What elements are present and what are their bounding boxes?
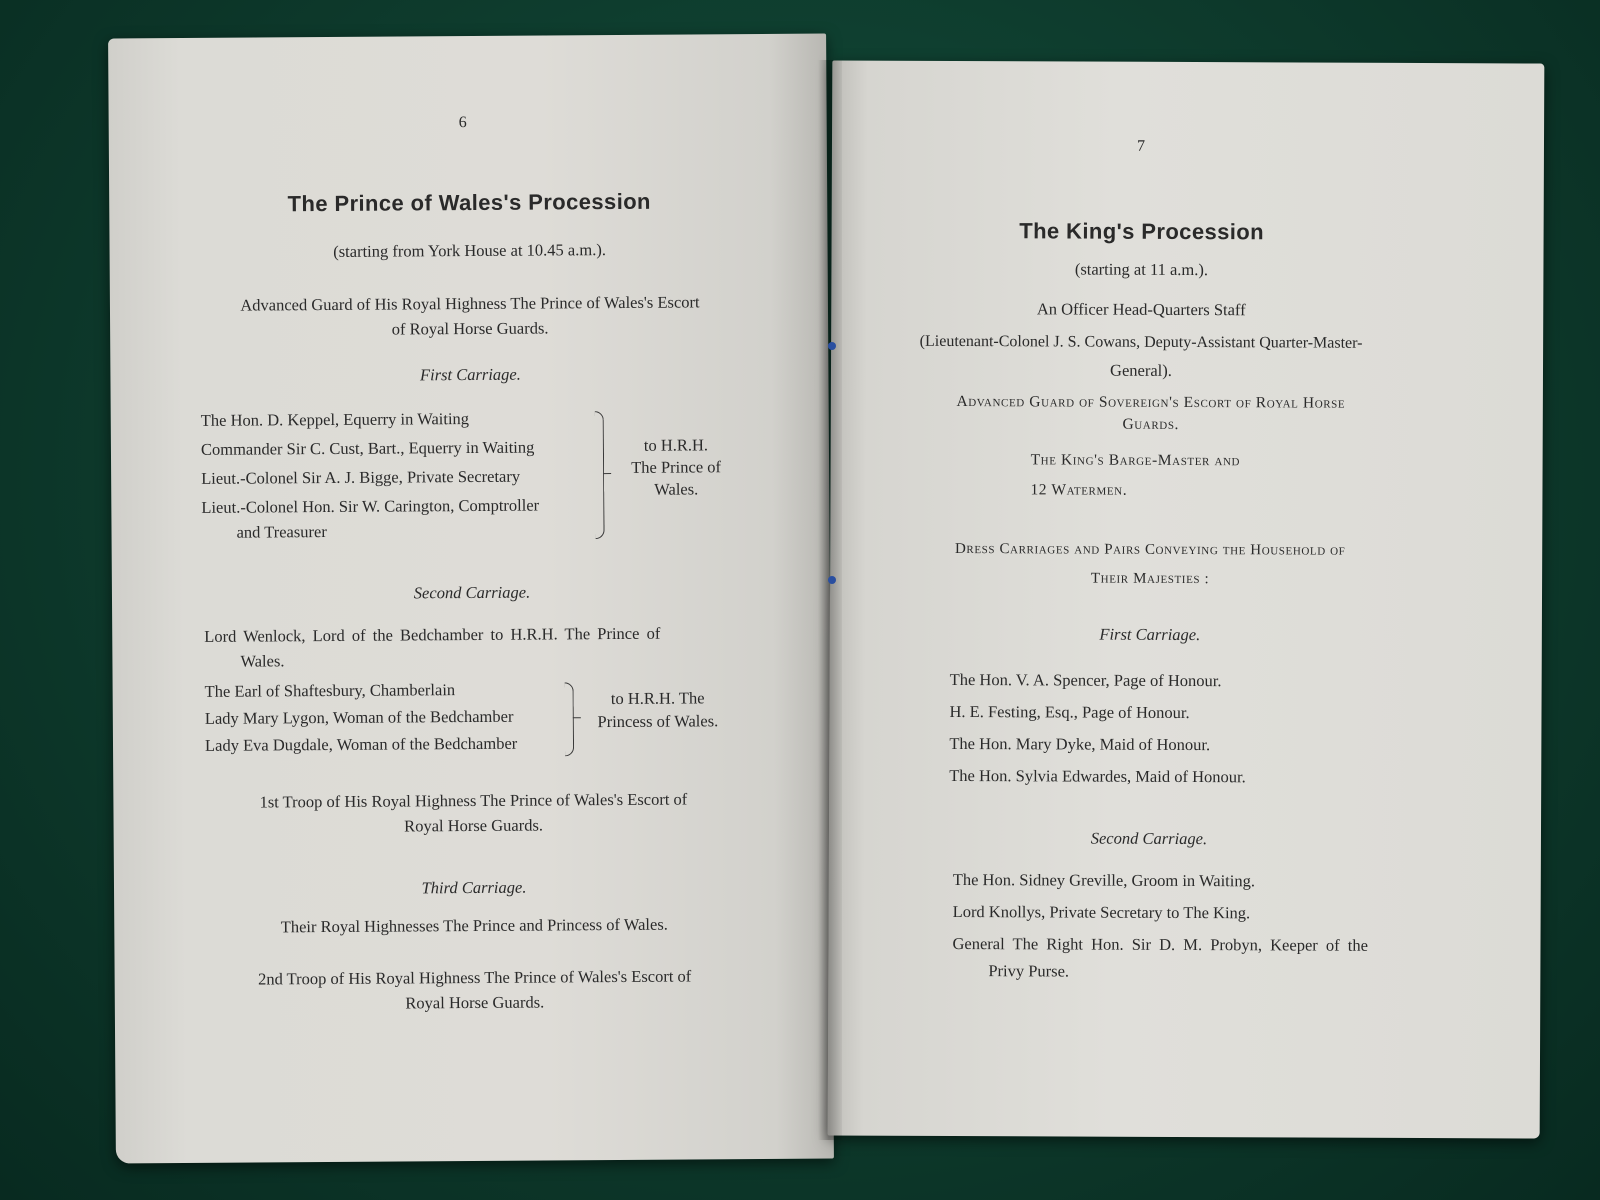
dress-carriages-line: Dress Carriages and Pairs Conveying the Household of xyxy=(954,540,1346,559)
procession-subtitle: (starting at 11 a.m.). xyxy=(1074,259,1209,280)
carriage-heading: Third Carriage. xyxy=(421,877,527,898)
carriage-heading: First Carriage. xyxy=(1099,624,1201,645)
bracket-label: The Prince of xyxy=(631,457,722,477)
brace xyxy=(565,682,575,756)
officer-detail: (Lieutenant-Colonel J. S. Cowans, Deputy-Assistant Quarter-Master- xyxy=(919,332,1363,352)
brace xyxy=(595,411,605,539)
right-page xyxy=(828,60,1545,1138)
dress-carriages-line: Their Majesties : xyxy=(1090,570,1210,588)
carriage-heading: Second Carriage. xyxy=(413,582,531,603)
carriage-lead: Lord Wenlock, Lord of the Bedchamber to H.R.H. The Prince of xyxy=(204,623,661,646)
carriage-member: Lady Mary Lygon, Woman of the Bedchamber xyxy=(204,706,514,728)
advanced-guard-line: of Royal Horse Guards. xyxy=(391,318,549,339)
carriage-member: Lord Knollys, Private Secretary to The King. xyxy=(952,901,1251,923)
bracket-label: Wales. xyxy=(654,479,699,499)
carriage-member: and Treasurer xyxy=(236,522,327,542)
staple xyxy=(828,576,836,584)
advanced-guard-line: Guards. xyxy=(1122,415,1180,433)
carriage-member: The Hon. D. Keppel, Equerry in Waiting xyxy=(200,409,470,430)
carriage-heading: Second Carriage. xyxy=(1090,828,1208,849)
carriage-member: The Hon. Sidney Greville, Groom in Waiting. xyxy=(952,869,1256,891)
carriage-member: Lady Eva Dugdale, Woman of the Bedchamber xyxy=(204,733,518,755)
troop-line: 2nd Troop of His Royal Highness The Prince of Wales's Escort of xyxy=(257,966,692,989)
troop-line: Royal Horse Guards. xyxy=(405,992,545,1013)
procession-subtitle: (starting from York House at 10.45 a.m.). xyxy=(333,240,606,261)
troop-line: 1st Troop of His Royal Highness The Prince of Wales's Escort of xyxy=(259,789,688,812)
carriage-member: The Hon. Sylvia Edwardes, Maid of Honour. xyxy=(949,765,1246,787)
page-title: The King's Procession xyxy=(1019,218,1265,245)
carriage-heading: First Carriage. xyxy=(419,364,521,385)
carriage-member: Their Royal Highnesses The Prince and Princess of Wales. xyxy=(280,914,668,937)
left-page xyxy=(108,34,834,1164)
carriage-member: General The Right Hon. Sir D. M. Probyn, Keeper of the xyxy=(952,933,1369,955)
bracket-label: to H.R.H. The xyxy=(610,688,705,709)
officer-detail: General). xyxy=(1110,360,1172,380)
carriage-member: Privy Purse. xyxy=(988,961,1070,981)
carriage-member: Commander Sir C. Cust, Bart., Equerry in Waiting xyxy=(200,437,535,459)
advanced-guard-line: Advanced Guard of His Royal Highness The Prince of Wales's Escort xyxy=(240,292,700,315)
brace-tip xyxy=(573,717,581,718)
page-number: 7 xyxy=(1136,137,1146,155)
carriage-lead: Wales. xyxy=(240,651,285,671)
bracket-label: Princess of Wales. xyxy=(597,711,719,732)
carriage-member: H. E. Festing, Esq., Page of Honour. xyxy=(949,701,1190,723)
carriage-member: The Hon. V. A. Spencer, Page of Honour. xyxy=(949,669,1222,691)
carriage-member: The Hon. Mary Dyke, Maid of Honour. xyxy=(949,733,1211,755)
barge-line: 12 Watermen. xyxy=(1030,481,1128,499)
advanced-guard-line: Advanced Guard of Sovereign's Escort of Royal Horse xyxy=(956,392,1346,412)
page-title: The Prince of Wales's Procession xyxy=(287,188,651,217)
staple xyxy=(828,342,836,350)
brace-tip xyxy=(603,473,611,474)
carriage-member: Lieut.-Colonel Hon. Sir W. Carington, Comptroller xyxy=(201,495,540,517)
bracket-label: to H.R.H. xyxy=(643,435,709,455)
barge-line: The King's Barge-Master and xyxy=(1030,451,1241,470)
page-number: 6 xyxy=(458,114,467,132)
carriage-member: The Earl of Shaftesbury, Chamberlain xyxy=(204,680,456,701)
carriage-member: Lieut.-Colonel Sir A. J. Bigge, Private Secretary xyxy=(201,466,521,488)
troop-line: Royal Horse Guards. xyxy=(404,815,544,836)
officer-line: An Officer Head-Quarters Staff xyxy=(1036,299,1246,320)
